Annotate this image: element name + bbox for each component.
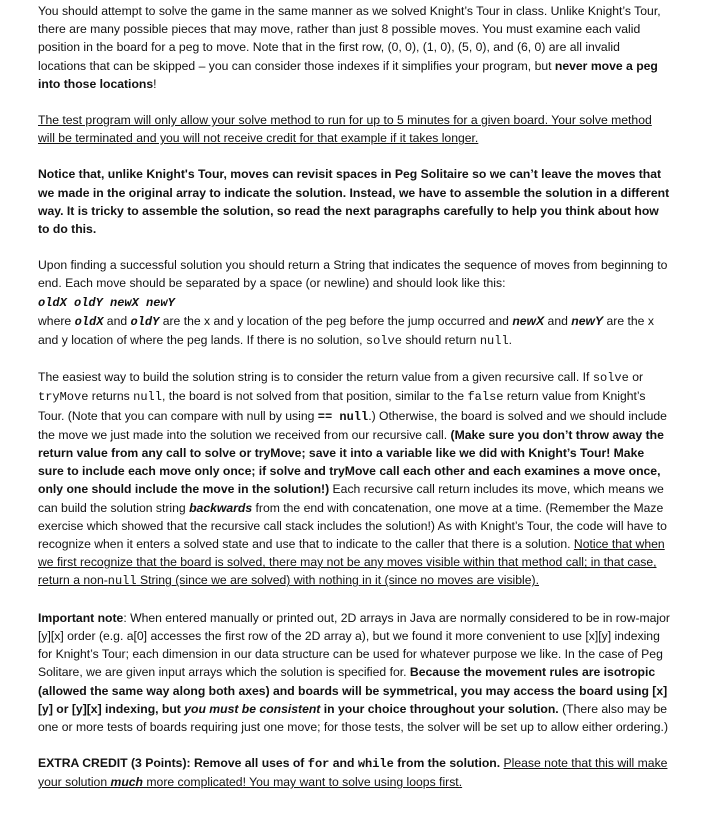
extra-credit-paragraph xyxy=(38,754,670,791)
code-newx: newX xyxy=(512,313,545,328)
rec-backwards: backwards xyxy=(189,500,253,515)
notice-paragraph: Notice that, unlike Knight's Tour, moves can revisit spaces in Peg Solitaire so we can’t leave the moves that we made in the original array to indicate the solution. Instead, we have to assemble the solution in a different way. It is tricky to assemble the solution, so read the next paragraphs carefully to help you think about how to do this. xyxy=(38,167,670,237)
intro-paragraph xyxy=(38,2,670,93)
rec-text-7: Each recursive call return includes its move, which means we can build the solution string xyxy=(38,482,664,515)
rec-text-4: , the board is not solved from that position, similar to the xyxy=(161,389,468,404)
rec-text-1: The easiest way to build the solution string is to consider the return value from a given recursive call. If xyxy=(38,370,593,385)
note-bold-1: Because the movement rules are isotropic (allowed the same way along both axes) and boards will be symmetrical, you may access the board using [x][y] or [y][x] indexing, but xyxy=(38,665,668,716)
code-oldy: oldY xyxy=(130,314,160,329)
solution-format-paragraph xyxy=(38,256,670,350)
note-bold-2: in your choice throughout your solution. xyxy=(320,701,559,716)
code-newy: newY xyxy=(571,313,604,328)
rec-text-2: or xyxy=(628,370,644,385)
important-note-paragraph xyxy=(38,609,670,736)
code-eq-null: == null xyxy=(317,409,369,424)
rec-text-5: return value from Knight’s Tour. (Note that you can compare with null by using xyxy=(38,389,646,423)
rec-text-6: .) Otherwise, the board is solved and we should include the move we just made into the solution we received from our recursive call. xyxy=(38,408,667,442)
text-before-jump: are the x and y location of the peg before the jump occurred and xyxy=(159,313,513,328)
code-null: null xyxy=(479,334,509,349)
rec-text-3: returns xyxy=(88,389,134,404)
note-text-1: : When entered manually or printed out, 2D arrays in Java are normally considered to be in row-major [y][x] order (e.g. a[0] accesses the first row of the 2D array a), but we found it more convenient to use [x][y] indexing for Knight’s Tour; each dimension in our data structure can be used for whatever purpose we like. In the case of Peg Solitare, we are given input arrays which the solution is specified for. xyxy=(38,610,670,680)
time-limit-paragraph: The test program will only allow your solve method to run for up to 5 minutes for a given board. Your solve method will be terminated and you will not receive credit for that example if it takes longer. xyxy=(38,113,652,146)
ec-and: and xyxy=(329,756,358,771)
ec-from-solution: from the solution. xyxy=(393,756,501,771)
code-while: while xyxy=(357,757,394,772)
text-and-2: and xyxy=(544,313,572,328)
rec-underlined-1: Notice that when we first recognize that the board is solved, there may not be any moves visible within that method call; in that case, return a non- xyxy=(38,537,665,588)
text-period: . xyxy=(508,333,513,348)
intro-warning: never move a peg into those locations xyxy=(38,58,658,91)
text-where: where xyxy=(38,313,75,328)
rec-text-8: from the end with concatenation, one move at a time. (Remember the Maze exercise which showed that the recursive call stack includes the solution!) As with Knight’s Tour, the code will have to recognize when it enters a solved state and use that to indicate to the caller that there is a solution. xyxy=(38,500,667,552)
note-text-2: (There also may be one or more tests of boards requiring just one move; for those tests, the solver will be set up to allow either ordering.) xyxy=(38,701,669,734)
format-intro-text: Upon finding a successful solution you should return a String that indicates the sequence of moves from beginning to end. Each move should be separated by a space (or newline) and should look like this: xyxy=(38,258,668,291)
text-should-return: should return xyxy=(401,333,480,348)
code-oldx: oldX xyxy=(74,314,104,329)
intro-text: You should attempt to solve the game in the same manner as we solved Knight’s Tour in class. Unlike Knight’s Tour, there are many possible pieces that may move, rather than just 8 possible moves. You must examine each valid position in the board for a peg to move. Note that in the first row, (0, 0), (1, 0), (5, 0), and (6, 0) are all invalid locations that can be skipped – you can consider those indexes if it simplifies your program, but xyxy=(38,4,661,73)
document-page xyxy=(38,2,670,792)
note-consistent: you must be consistent xyxy=(184,701,321,716)
intro-end: ! xyxy=(153,76,157,91)
code-null-3: null xyxy=(107,574,137,589)
code-solve: solve xyxy=(365,334,402,349)
code-solve-2: solve xyxy=(592,371,629,386)
code-for: for xyxy=(307,757,330,772)
rec-bold-warning: (Make sure you don’t throw away the return value from any call to solve or tryMove; save it into a variable like we did with Knight’s Tour! Make sure to include each move only once; if solve and tryMove call each other and each examines a move once, only one should include the move in the solution!) xyxy=(38,427,664,497)
recursion-paragraph xyxy=(38,368,670,590)
ec-underlined-2: more complicated! You may want to solve using loops first. xyxy=(143,775,463,790)
extra-credit-label: EXTRA CREDIT (3 Points): Remove all uses of xyxy=(38,756,308,771)
ec-underlined-1: Please note that this will make your solution xyxy=(38,756,668,790)
ec-much: much xyxy=(110,775,144,790)
code-trymove: tryMove xyxy=(38,390,89,405)
move-format-line: oldX oldY newX newY xyxy=(38,295,175,310)
text-lands: are the x and y location of where the peg lands. If there is no solution, xyxy=(38,313,654,348)
text-and-1: and xyxy=(103,313,131,328)
rec-underlined-2: String (since we are solved) with nothing in it (since no moves are visible). xyxy=(136,573,539,588)
important-note-label: Important note xyxy=(38,610,124,625)
code-false: false xyxy=(467,390,504,405)
code-null-2: null xyxy=(133,390,162,405)
